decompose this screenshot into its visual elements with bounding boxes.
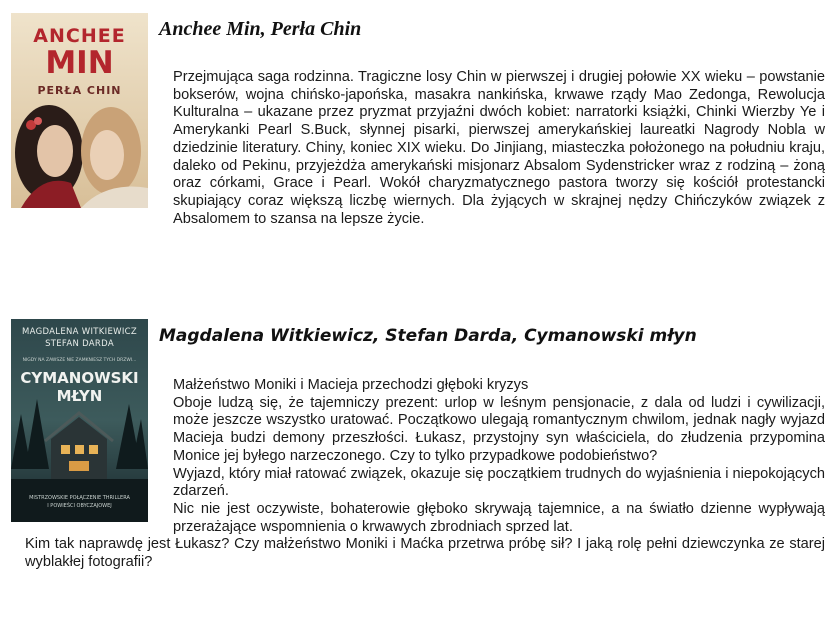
cover-author-line2: STEFAN DARDA bbox=[45, 339, 114, 349]
cover-title-line1: CYMANOWSKI bbox=[20, 369, 139, 387]
book-description bbox=[25, 69, 825, 228]
cover-book-title: PERŁA CHIN bbox=[37, 84, 122, 97]
book-title: Magdalena Witkiewicz, Stefan Darda, Cymanowski młyn bbox=[159, 326, 697, 346]
description-paragraph: Małżeństwo Moniki i Macieja przechodzi głęboki kryzys bbox=[173, 377, 529, 393]
cover-author-line1: MAGDALENA WITKIEWICZ bbox=[21, 327, 137, 337]
description-paragraph: Przejmująca saga rodzinna. Tragiczne losy Chin w pierwszej i drugiej połowie XX wieku – powstanie bokserów, wojna chińsko-japońska, masakra nankińska, krwawe rządy Mao Zedonga, Rewolucja Kulturalna – ukazane przez pryzmat przyjaźni dwóch kobiet: narratorki książki, Chinki Wierzby Ye i Amerykanki Pearl S.Buck, słynnej pisarki, pierwszej amerykańskiej laureatki Nagrody Nobla w dziedzinie literatury. Chiny, koniec XIX wieku. Do Jinjiang, miasteczka położonego na południu kraju, daleko od Pekinu, przyjeżdża amerykański misjonarz Absalom Sydenstricker wraz z rodziną – żoną oraz córkami, Grace i Pearl. Wokół charyzmatycznego pastora tworzy się kościół protestancki skupiający coraz większą liczbę wiernych. Dla żyjących w skrajnej nędzy Chińczyków związek z Absalomem to szansa na lepsze życie. bbox=[173, 69, 825, 227]
cover-author-line2: MIN bbox=[45, 45, 114, 81]
description-paragraph: Nic nie jest oczywiste, bohaterowie głęboko skrywają tajemnice, a na światło dzienne wypływają przerażające wspomnienia o krwawych zbrodniach sprzed lat. bbox=[173, 500, 825, 535]
description-paragraph: Wyjazd, który miał ratować związek, okazuje się początkiem trudnych do wyjaśnienia i niepokojących zdarzeń. bbox=[173, 465, 826, 500]
book-title: Anchee Min, Perła Chin bbox=[159, 18, 362, 40]
cover-footer-line2: I POWIEŚCI OBYCZAJOWEJ bbox=[47, 503, 112, 509]
description-paragraph: Oboje ludzą się, że tajemniczy prezent: urlop w leśnym pensjonacie, z dala od ludzi i cywilizacji, może jeszcze wszystko uratować. Początkowo ulegają romantycznym chwilom, jednak nagły wyjazd Macieja budzi demony przeszłości. Łukasz, przystojny syn właściciela, do złudzenia przypomina Monice jej byłego narzeczonego. Czy to tylko przypadkowe podobieństwo? bbox=[173, 394, 825, 464]
cover-footer-line1: MISTRZOWSKIE POŁĄCZENIE THRILLERA bbox=[29, 495, 130, 501]
cover-tagline: NIGDY NA ZAWSZE NIE ZAMKNIESZ TYCH DRZWI... bbox=[22, 358, 137, 363]
cover-title-line2: MŁYN bbox=[56, 387, 103, 405]
cover-author-line1: ANCHEE bbox=[33, 25, 126, 47]
description-paragraph: Kim tak naprawdę jest Łukasz? Czy małżeństwo Moniki i Maćka przetrwa próbę sił? I jaką rolę pełni dziewczynka ze starej wyblakłej fotografii? bbox=[25, 536, 825, 571]
book-description bbox=[25, 377, 825, 572]
